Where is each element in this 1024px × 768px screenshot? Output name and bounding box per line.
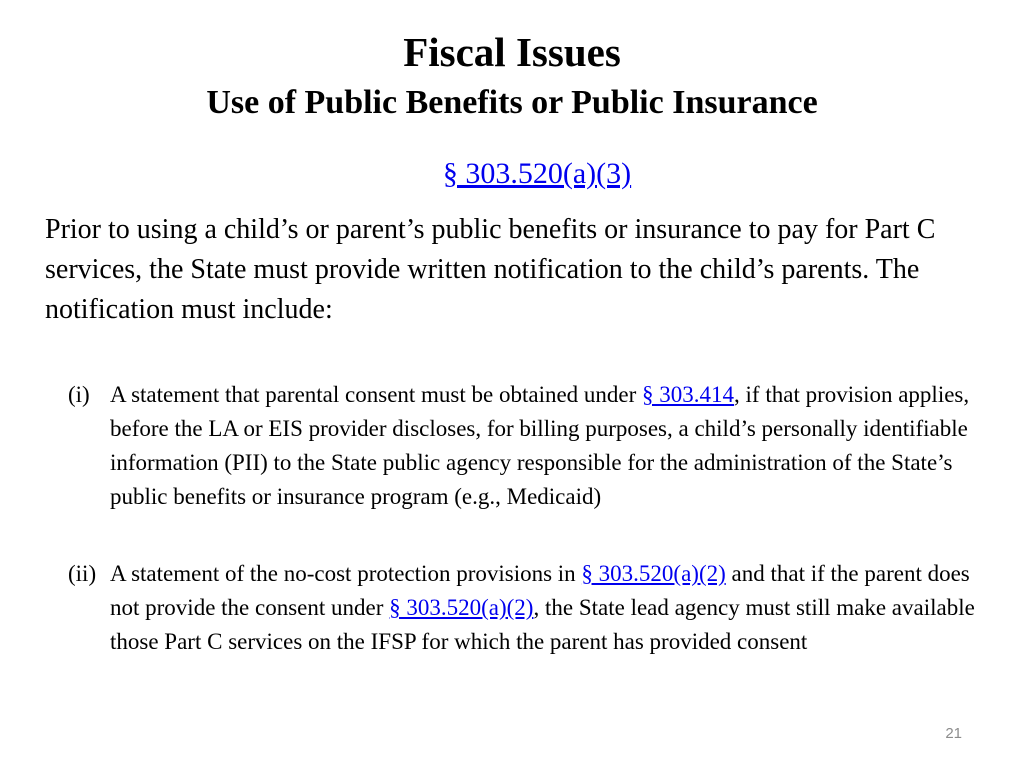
list-item-text: A statement that parental consent must be obtained under bbox=[110, 382, 643, 407]
list-marker: (ii) bbox=[68, 561, 97, 586]
list-item-text: A statement of the no-cost protection provisions in bbox=[110, 561, 582, 586]
regulation-link[interactable]: § 303.520(a)(2) bbox=[581, 561, 726, 586]
list-marker: (i) bbox=[68, 382, 90, 407]
list-item bbox=[68, 378, 988, 514]
list-item-text: , if that provision applies, before the LA or EIS provider discloses, for billing purposes, a child’s personally identifiable information (PII) to the State public agency responsible for the administration of the State’s public benefits or insurance program (e.g., Medicaid) bbox=[110, 382, 970, 509]
citation-heading bbox=[0, 156, 1024, 192]
list-item bbox=[68, 557, 988, 659]
intro-paragraph bbox=[45, 210, 980, 330]
citation-link[interactable]: § 303.520(a)(3) bbox=[442, 157, 632, 190]
slide-number: 21 bbox=[945, 725, 962, 742]
list-item-text: and that if the parent does not provide the consent under bbox=[110, 561, 970, 620]
list-item-content bbox=[110, 378, 988, 514]
list-item-text: , the State lead agency must still make available those Part C services on the IFSP for which the parent has provided consent bbox=[110, 595, 975, 654]
slide-title: Fiscal Issues bbox=[403, 29, 621, 75]
list-item-content bbox=[110, 557, 988, 659]
regulation-link[interactable]: § 303.414 bbox=[642, 382, 735, 407]
regulation-link[interactable]: § 303.520(a)(2) bbox=[389, 595, 534, 620]
intro-text: Prior to using a child’s or parent’s public benefits or insurance to pay for Part C services, the State must provide written notification to the child’s parents. The notification must include: bbox=[45, 214, 936, 325]
slide-subtitle: Use of Public Benefits or Public Insurance bbox=[206, 84, 818, 121]
